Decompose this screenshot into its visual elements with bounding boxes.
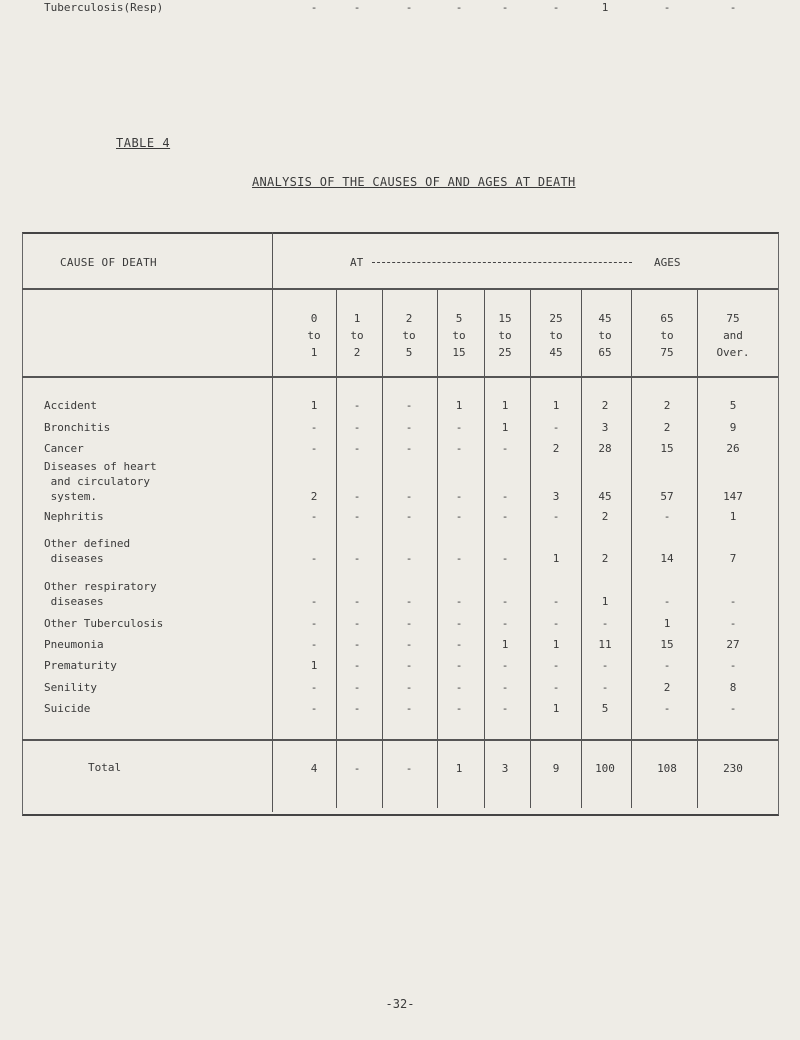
table-cell: -	[729, 595, 737, 608]
age-group-header	[708, 310, 758, 361]
table-cell: -	[501, 681, 509, 694]
table-title: ANALYSIS OF THE CAUSES OF AND AGES AT DEATH	[252, 175, 576, 189]
table-cell: -	[455, 510, 463, 523]
age-group-line: 45	[549, 346, 563, 359]
table-cell: -	[310, 595, 318, 608]
table-cell: -	[353, 490, 361, 503]
table-cell: 3	[552, 490, 560, 503]
age-group-header	[580, 310, 630, 361]
cause-line: Bronchitis	[44, 421, 111, 434]
cause-label	[44, 579, 157, 609]
table-cell: -	[663, 659, 671, 672]
table-cell: -	[552, 681, 560, 694]
age-header-divider	[22, 376, 778, 378]
cause-label	[44, 536, 130, 566]
cause-line: Nephritis	[44, 510, 104, 523]
age-group-line: to	[598, 329, 612, 342]
table-cell: -	[729, 617, 737, 630]
table-cell: -	[310, 552, 318, 565]
age-group-line: 1	[353, 312, 361, 325]
table-cell: 26	[726, 442, 740, 455]
page-number: -32-	[385, 997, 415, 1011]
table-cell: 5	[601, 702, 609, 715]
table-cell: -	[353, 1, 361, 14]
table-cell: -	[405, 681, 413, 694]
table-cell: -	[455, 1, 463, 14]
table-cell: -	[353, 510, 361, 523]
table-cell: -	[310, 681, 318, 694]
table-cell: -	[405, 442, 413, 455]
age-group-line: 15	[498, 312, 512, 325]
total-cell: 3	[501, 762, 509, 775]
table-cell: 15	[660, 638, 674, 651]
table-cell: 3	[601, 421, 609, 434]
table-cell: -	[310, 702, 318, 715]
table-cell: -	[455, 638, 463, 651]
table-cell: -	[353, 659, 361, 672]
cause-line: Senility	[44, 681, 97, 694]
table-cell: -	[405, 702, 413, 715]
table-cell: 1	[663, 617, 671, 630]
table-cell: -	[552, 510, 560, 523]
cause-label	[44, 459, 157, 504]
table-cell: -	[455, 595, 463, 608]
header-divider	[22, 288, 778, 290]
age-group-line: 15	[452, 346, 466, 359]
total-cell: 230	[723, 762, 743, 775]
age-group-line: 2	[353, 346, 361, 359]
table-cell: -	[501, 1, 509, 14]
age-group-line: to	[402, 329, 416, 342]
table-cell: -	[405, 659, 413, 672]
table-cell: -	[353, 442, 361, 455]
table-cell: -	[552, 421, 560, 434]
total-cell: 108	[657, 762, 677, 775]
table-cell: 1	[552, 552, 560, 565]
age-column-divider	[697, 288, 698, 808]
cause-label	[44, 509, 104, 524]
table-cell: -	[455, 681, 463, 694]
cause-label	[44, 441, 84, 456]
table-cell: 1	[501, 399, 509, 412]
table-cell: -	[405, 490, 413, 503]
cause-label	[44, 398, 97, 413]
age-group-line: 75	[660, 346, 674, 359]
table-cell: -	[552, 1, 560, 14]
age-column-divider	[336, 288, 337, 808]
table-cell: -	[353, 617, 361, 630]
table-cell: 9	[729, 421, 737, 434]
cause-line: diseases	[44, 595, 104, 608]
table-cell: -	[310, 421, 318, 434]
table-cell: -	[455, 442, 463, 455]
table-cell: -	[405, 617, 413, 630]
table-cell: 1	[601, 1, 609, 14]
age-group-line: and	[723, 329, 743, 342]
table-cell: -	[501, 442, 509, 455]
table-cell: -	[552, 595, 560, 608]
table-cell: 1	[729, 510, 737, 523]
age-group-line: 65	[660, 312, 674, 325]
table-cell: -	[501, 490, 509, 503]
age-column-divider	[581, 288, 582, 808]
table-cell: -	[353, 702, 361, 715]
table-cell: -	[729, 702, 737, 715]
age-group-line: 5	[405, 346, 413, 359]
table-cell: -	[663, 702, 671, 715]
table-cell: -	[552, 659, 560, 672]
table-cell: 2	[601, 399, 609, 412]
table-cell: 1	[601, 595, 609, 608]
cause-line: Other Tuberculosis	[44, 617, 164, 630]
table-cell: 1	[552, 702, 560, 715]
cause-line: Suicide	[44, 702, 91, 715]
age-group-line: to	[660, 329, 674, 342]
table-cell: -	[405, 638, 413, 651]
table-cell: 45	[598, 490, 612, 503]
cause-line: Pneumonia	[44, 638, 104, 651]
age-column-divider	[382, 288, 383, 808]
age-group-header	[434, 310, 484, 361]
age-group-line: 2	[405, 312, 413, 325]
table-cell: 7	[729, 552, 737, 565]
table-cell: -	[353, 595, 361, 608]
table-cell: -	[310, 442, 318, 455]
table-cell: -	[455, 490, 463, 503]
table-cell: -	[310, 617, 318, 630]
table-cell: -	[501, 552, 509, 565]
total-cell: 9	[552, 762, 560, 775]
table-cell: -	[353, 552, 361, 565]
table-cell: 27	[726, 638, 740, 651]
table-cell: 11	[598, 638, 612, 651]
ages-header: AGES	[654, 256, 681, 269]
table-cell: -	[353, 638, 361, 651]
cause-label	[44, 701, 90, 716]
table-cell: -	[501, 595, 509, 608]
table-cell: -	[405, 1, 413, 14]
table-label: TABLE 4	[116, 136, 171, 150]
table-cell: -	[405, 552, 413, 565]
cause-line: Cancer	[44, 442, 84, 455]
table-cell: 147	[723, 490, 743, 503]
table-cell: -	[729, 659, 737, 672]
total-cell: 100	[595, 762, 615, 775]
table-cell: -	[501, 510, 509, 523]
table-cell: -	[601, 681, 609, 694]
cause-label	[44, 680, 97, 695]
age-column-divider	[631, 288, 632, 808]
table-cell: -	[310, 510, 318, 523]
table-cell: -	[455, 659, 463, 672]
table-cell: 1	[501, 638, 509, 651]
cause-line: and circulatory	[44, 475, 150, 488]
table-cell: 1	[501, 421, 509, 434]
age-group-line: 0	[310, 312, 318, 325]
table-cell: 1	[552, 638, 560, 651]
table-cell: 2	[663, 421, 671, 434]
cause-label	[44, 420, 110, 435]
cause-line: Accident	[44, 399, 97, 412]
table-cell: -	[353, 421, 361, 434]
table-cell: -	[310, 1, 318, 14]
total-cell: 4	[310, 762, 318, 775]
table-cell: -	[501, 617, 509, 630]
cause-line: Prematurity	[44, 659, 117, 672]
total-label: Total	[88, 761, 122, 774]
table-cell: 2	[601, 552, 609, 565]
table-cell: 2	[663, 681, 671, 694]
table-cell: -	[405, 399, 413, 412]
table-cell: -	[601, 659, 609, 672]
age-group-line: 5	[455, 312, 463, 325]
table-cell: -	[455, 617, 463, 630]
age-group-header	[384, 310, 434, 361]
table-cell: -	[353, 681, 361, 694]
header-dash-line	[372, 262, 632, 263]
table-cell: 5	[729, 399, 737, 412]
age-group-line: 45	[598, 312, 612, 325]
age-group-line: Over.	[716, 346, 750, 359]
table-cell: -	[310, 638, 318, 651]
table-cell: 2	[601, 510, 609, 523]
age-column-divider	[530, 288, 531, 808]
cause-line: diseases	[44, 552, 104, 565]
age-group-header	[531, 310, 581, 361]
table-cell: -	[405, 510, 413, 523]
table-cell: -	[501, 659, 509, 672]
age-group-header	[332, 310, 382, 361]
cause-label	[44, 637, 104, 652]
table-cell: 1	[552, 399, 560, 412]
age-column-divider	[484, 288, 485, 808]
total-cell: -	[405, 762, 413, 775]
table-cell: -	[455, 702, 463, 715]
table-cell: -	[455, 421, 463, 434]
age-group-line: to	[498, 329, 512, 342]
table-cell: -	[552, 617, 560, 630]
age-group-line: 75	[726, 312, 740, 325]
table-cell: -	[729, 1, 737, 14]
table-cell: 15	[660, 442, 674, 455]
table-cell: 2	[552, 442, 560, 455]
cause-line: Other defined	[44, 537, 131, 550]
table-cell: -	[663, 510, 671, 523]
cause-line: Tuberculosis(Resp)	[44, 1, 164, 14]
age-group-line: to	[549, 329, 563, 342]
table-cell: -	[663, 1, 671, 14]
table-cell: 8	[729, 681, 737, 694]
table-cell: 1	[310, 399, 318, 412]
cause-label	[44, 0, 163, 15]
age-group-line: to	[307, 329, 321, 342]
age-group-line: 65	[598, 346, 612, 359]
at-header: AT	[350, 256, 364, 269]
column-divider	[272, 232, 273, 812]
cause-line: system.	[44, 490, 97, 503]
cause-label	[44, 616, 163, 631]
total-cell: 1	[455, 762, 463, 775]
table-cell: 14	[660, 552, 674, 565]
total-cell: -	[353, 762, 361, 775]
table-cell: -	[455, 552, 463, 565]
total-divider	[22, 739, 778, 741]
table-cell: 1	[310, 659, 318, 672]
table-cell: 28	[598, 442, 612, 455]
age-column-divider	[437, 288, 438, 808]
table-cell: -	[663, 595, 671, 608]
age-group-line: 1	[310, 346, 318, 359]
cause-line: Other respiratory	[44, 580, 157, 593]
age-group-line: to	[350, 329, 364, 342]
age-group-header	[642, 310, 692, 361]
age-group-line: 25	[549, 312, 563, 325]
age-group-line: to	[452, 329, 466, 342]
table-cell: -	[501, 702, 509, 715]
table-cell: -	[405, 421, 413, 434]
age-group-header	[480, 310, 530, 361]
cause-label	[44, 658, 117, 673]
table-cell: 2	[310, 490, 318, 503]
table-cell: -	[405, 595, 413, 608]
table-cell: 57	[660, 490, 674, 503]
age-group-line: 25	[498, 346, 512, 359]
table-cell: -	[353, 399, 361, 412]
cause-of-death-header: CAUSE OF DEATH	[60, 256, 157, 269]
cause-line: Diseases of heart	[44, 460, 157, 473]
table-cell: 1	[455, 399, 463, 412]
table-cell: -	[601, 617, 609, 630]
table-cell: 2	[663, 399, 671, 412]
